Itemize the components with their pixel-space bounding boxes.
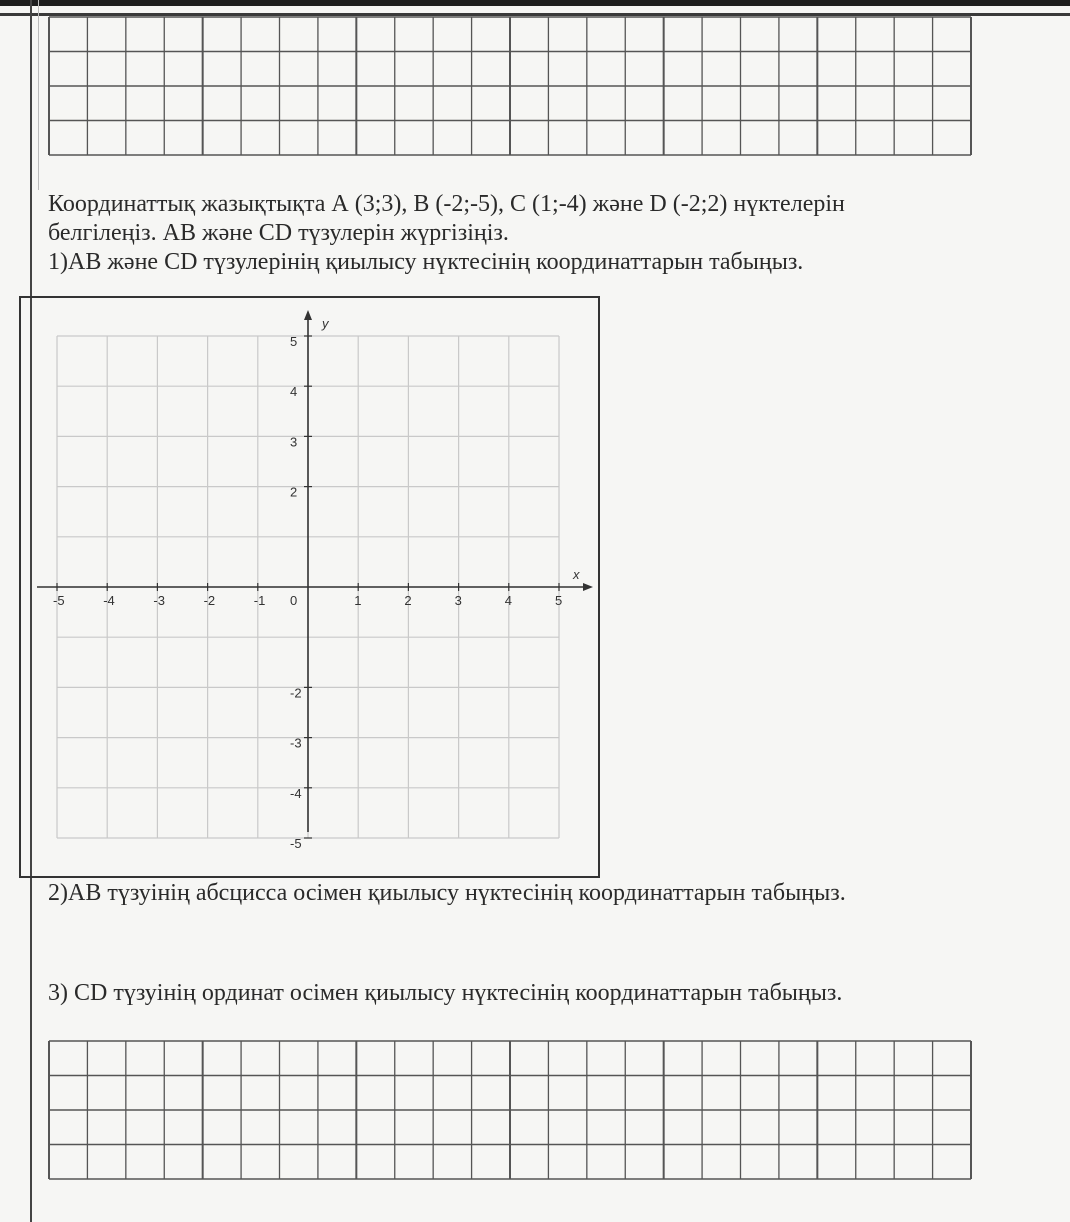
y-tick-label: 4 [290,384,298,400]
y-axis-arrow [304,310,312,320]
x-tick-label: 3 [454,593,462,608]
x-tick-label: -4 [103,593,115,608]
task-line-1: Координаттық жазықтықта А (3;3), В (-2;-5), С (1;-4) және D (-2;2) нүктелерін [48,191,845,217]
x-tick-label: 1 [354,593,362,608]
top-border [0,0,1070,6]
y-tick-label: -3 [290,735,302,751]
y-tick-label: -4 [290,785,302,801]
question-2: 2)АВ түзуінің абсцисса осімен қиылысу нүктесінің координаттарын табыңыз. [48,880,846,906]
answer-grid-top [48,16,972,156]
y-tick-label: 3 [290,434,298,450]
x-tick-label: -2 [203,593,216,608]
task-text [48,190,1048,277]
task-line-2: белгілеңіз. АВ және CD түзулерін жүргізіңіз. [48,220,509,246]
x-axis-arrow [583,583,593,591]
page-margin-line-faint [38,0,39,190]
origin-label: 0 [290,593,298,608]
x-tick-label: 2 [404,593,412,608]
x-tick-label: 4 [504,593,513,608]
x-tick-label: 5 [555,593,563,608]
y-axis-label: y [322,316,329,331]
x-tick-label: -5 [53,593,65,608]
x-axis-label: x [573,567,580,582]
question-1: 1)АВ және CD түзулерінің қиылысу нүктесінің координаттарын табыңыз. [48,249,804,275]
coordinate-plane [21,298,598,876]
question-3: 3) CD түзуінің ординат осімен қиылысу нүктесінің координаттарын табыңыз. [48,980,843,1006]
x-tick-label: -1 [253,593,266,608]
y-tick-label: 2 [290,484,298,500]
y-tick-label: 5 [290,334,298,349]
answer-grid-bottom [48,1040,972,1180]
x-tick-label: -3 [153,593,165,608]
y-tick-label: -2 [290,685,302,701]
y-tick-label: -5 [290,836,302,851]
